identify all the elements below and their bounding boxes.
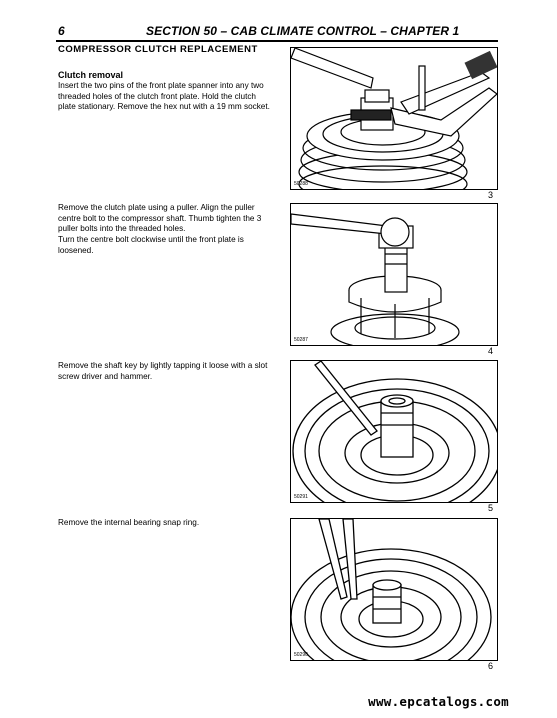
figure-4-code: 50287 <box>294 337 308 343</box>
section-title: COMPRESSOR CLUTCH REPLACEMENT <box>58 44 258 55</box>
step-2-text: Remove the clutch plate using a puller. Align the puller centre bolt to the compressor shaft. Thumb tighten the 3 puller bolts into the threaded holes. <box>58 203 262 233</box>
figure-5-number: 5 <box>488 503 494 513</box>
figure-3-spanner-illustration <box>290 47 498 190</box>
figure-6-code: 50290 <box>294 652 308 658</box>
subsection-title: Clutch removal <box>58 70 124 80</box>
page-number: 6 <box>58 24 65 38</box>
figure-3-number: 3 <box>488 190 494 200</box>
step-1-text: Insert the two pins of the front plate spanner into any two threaded holes of the clutch front plate. Hold the clutch plate stationary. Remove the hex nut with a 19 mm socket. <box>58 81 270 111</box>
figure-4-puller-illustration <box>290 203 498 346</box>
step-3-text: Remove the shaft key by lightly tapping it loose with a slot screw driver and hammer. <box>58 361 268 381</box>
step-4-text: Remove the internal bearing snap ring. <box>58 518 200 527</box>
figure-4-number: 4 <box>488 346 494 356</box>
step-2-text-continued: Turn the centre bolt clockwise until the front plate is loosened. <box>58 235 244 255</box>
figure-6-number: 6 <box>488 661 494 671</box>
figure-6-snap-ring-illustration <box>290 518 498 661</box>
watermark-link[interactable]: www.epcatalogs.com <box>368 694 509 709</box>
figure-3-code: 50288 <box>294 181 308 187</box>
figure-5-code: 50291 <box>294 494 308 500</box>
page-header-title: SECTION 50 – CAB CLIMATE CONTROL – CHAPTER 1 <box>146 24 460 38</box>
figure-5-shaft-key-illustration <box>290 360 498 503</box>
header-rule <box>56 40 498 42</box>
